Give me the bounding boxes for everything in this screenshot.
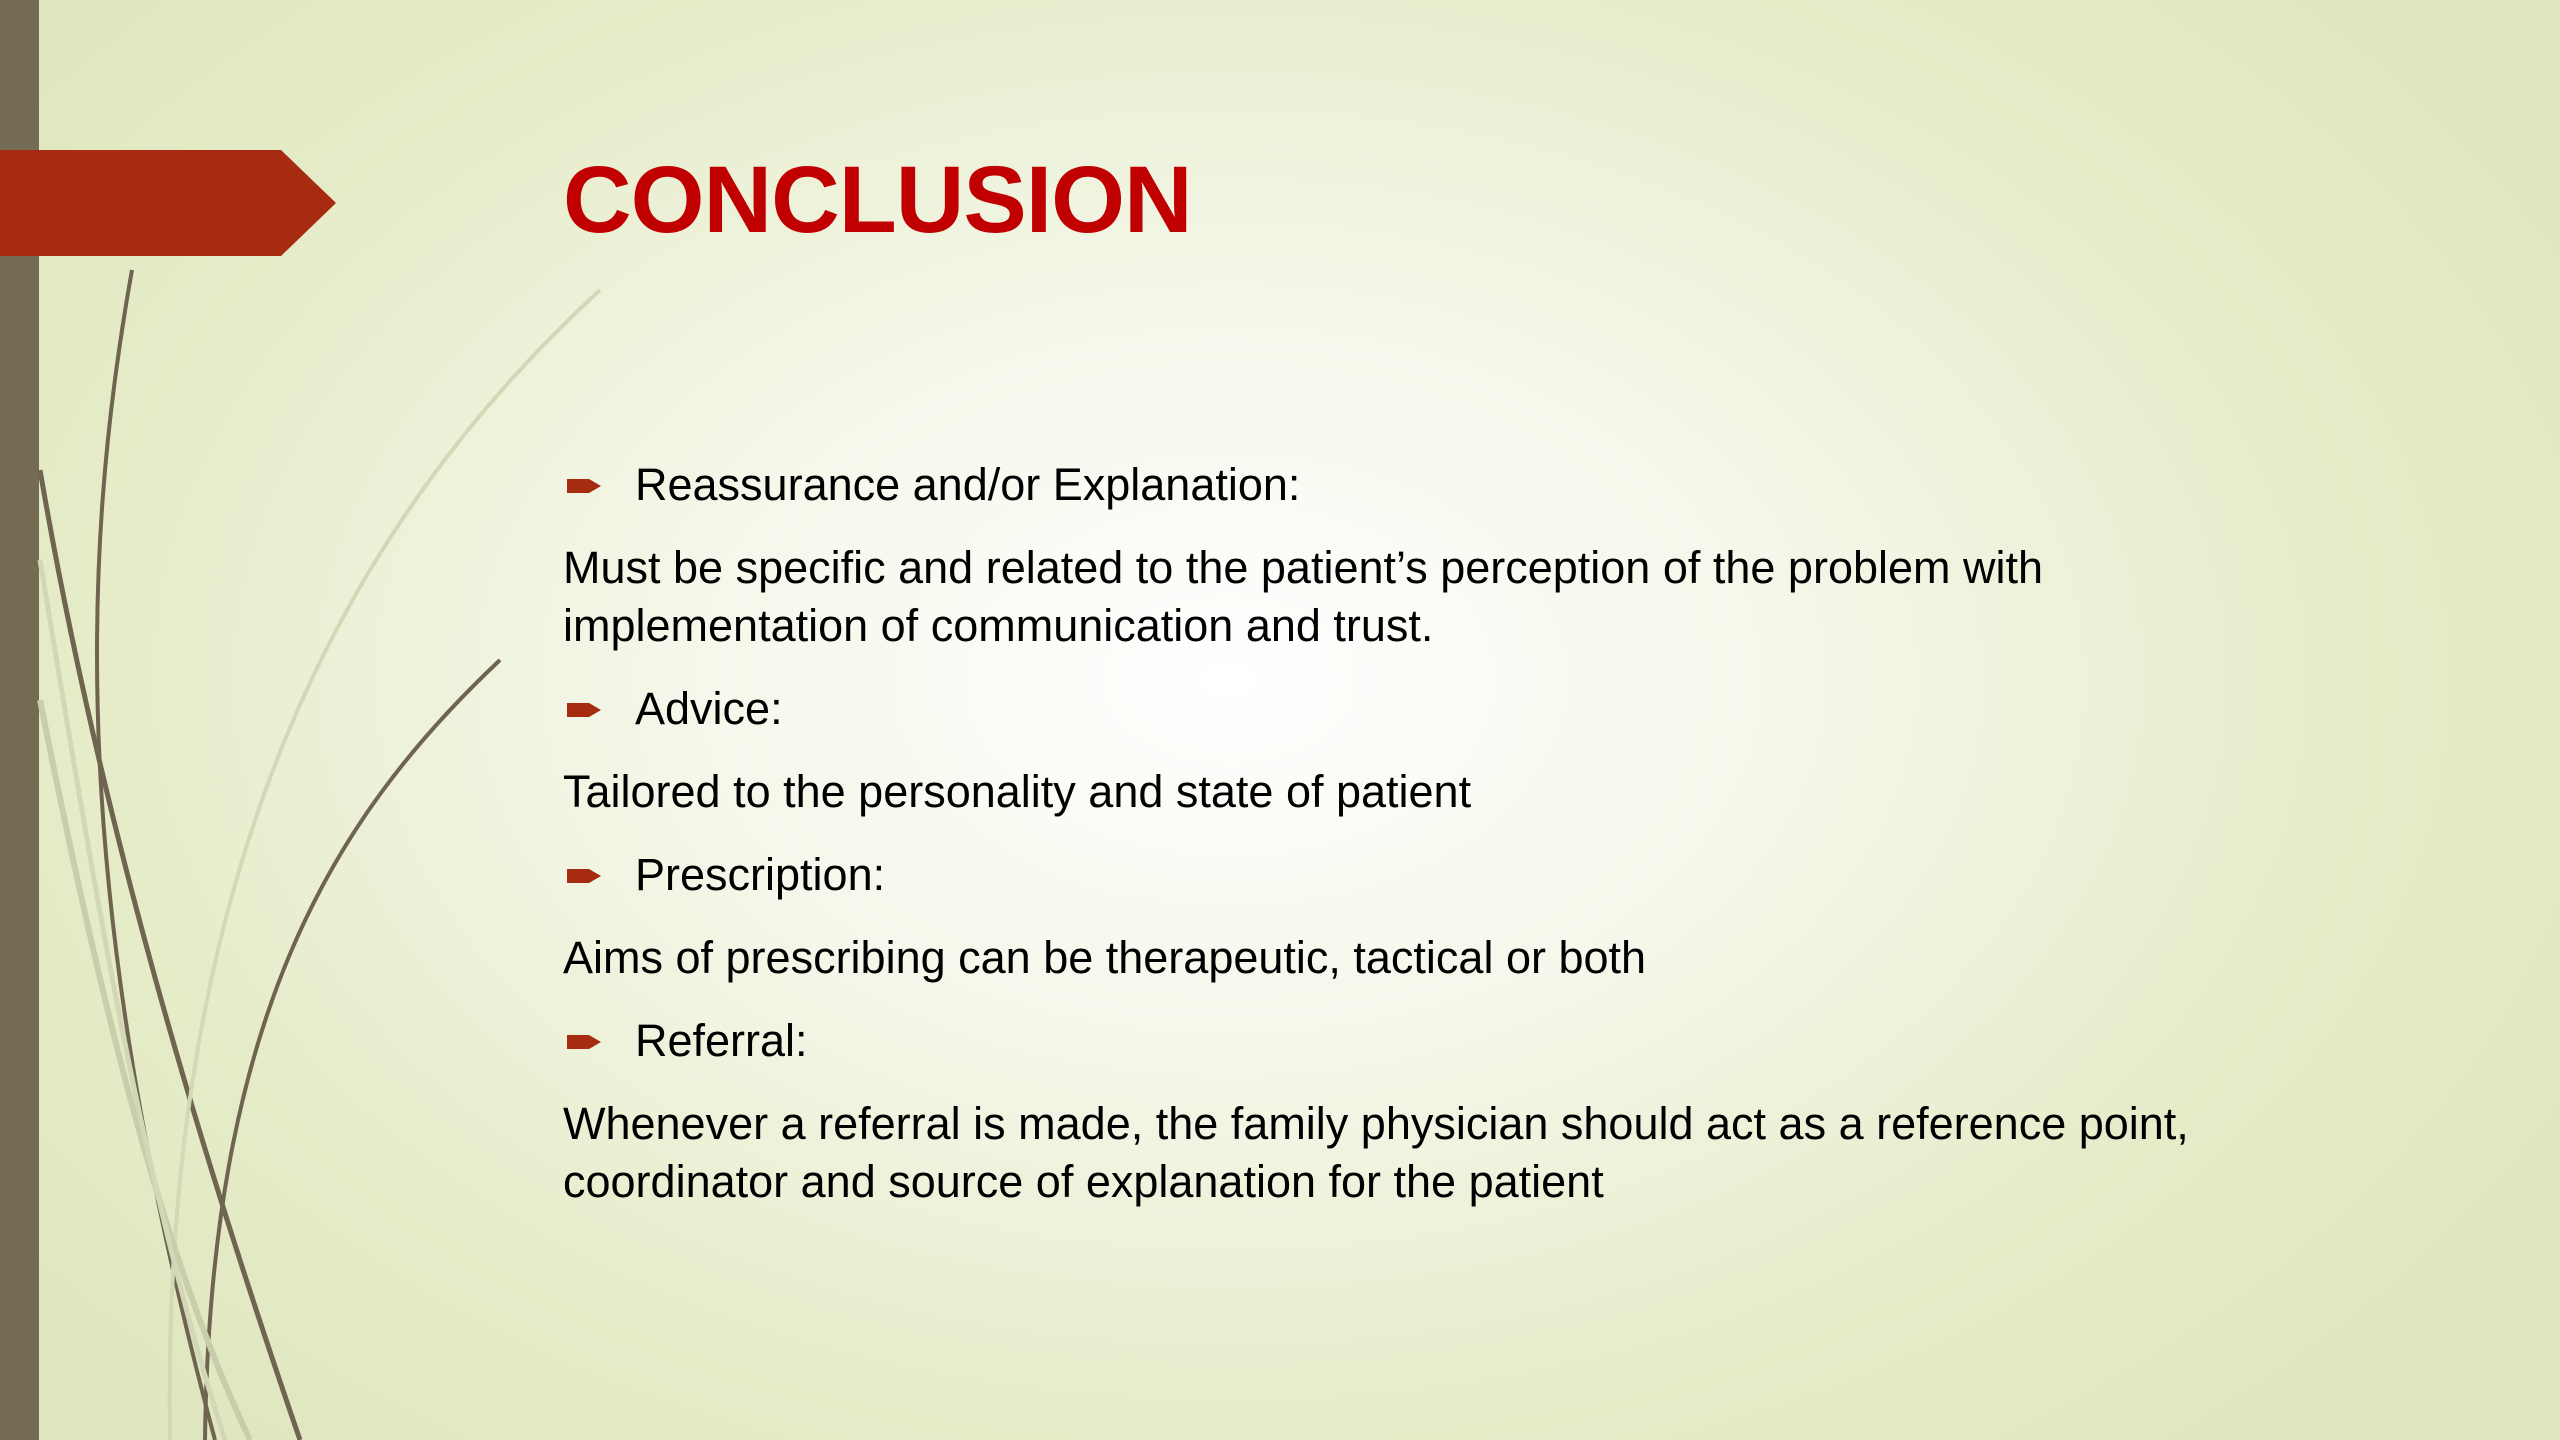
bullet-body-text: Must be specific and related to the patient’s perception of the problem with implementation of communication and trust. xyxy=(563,542,2044,651)
bullet-body-text: Whenever a referral is made, the family physician should act as a reference point, coordinator and source of explanation for the patient xyxy=(563,1098,2189,1207)
arrow-bullet-icon xyxy=(567,477,601,495)
bullet-heading-text: Reassurance and/or Explanation: xyxy=(635,459,1301,510)
arrow-bullet-icon xyxy=(567,701,601,719)
slide-title: CONCLUSION xyxy=(563,147,1192,253)
slide-content xyxy=(563,455,2423,1235)
arrow-bullet-icon xyxy=(567,867,601,885)
bullet-body-text: Aims of prescribing can be therapeutic, tactical or both xyxy=(563,932,1647,983)
bullet-heading xyxy=(563,679,2423,739)
bullet-heading xyxy=(563,455,2423,515)
arrow-bullet-icon xyxy=(567,1033,601,1051)
bullet-heading xyxy=(563,1011,2423,1071)
bullet-heading-text: Referral: xyxy=(635,1015,808,1066)
bullet-heading-text: Prescription: xyxy=(635,849,886,900)
bullet-body-text: Tailored to the personality and state of patient xyxy=(563,766,1472,817)
bullet-heading-text: Advice: xyxy=(635,683,783,734)
title-tab-arrow xyxy=(0,150,336,256)
bullet-heading xyxy=(563,845,2423,905)
